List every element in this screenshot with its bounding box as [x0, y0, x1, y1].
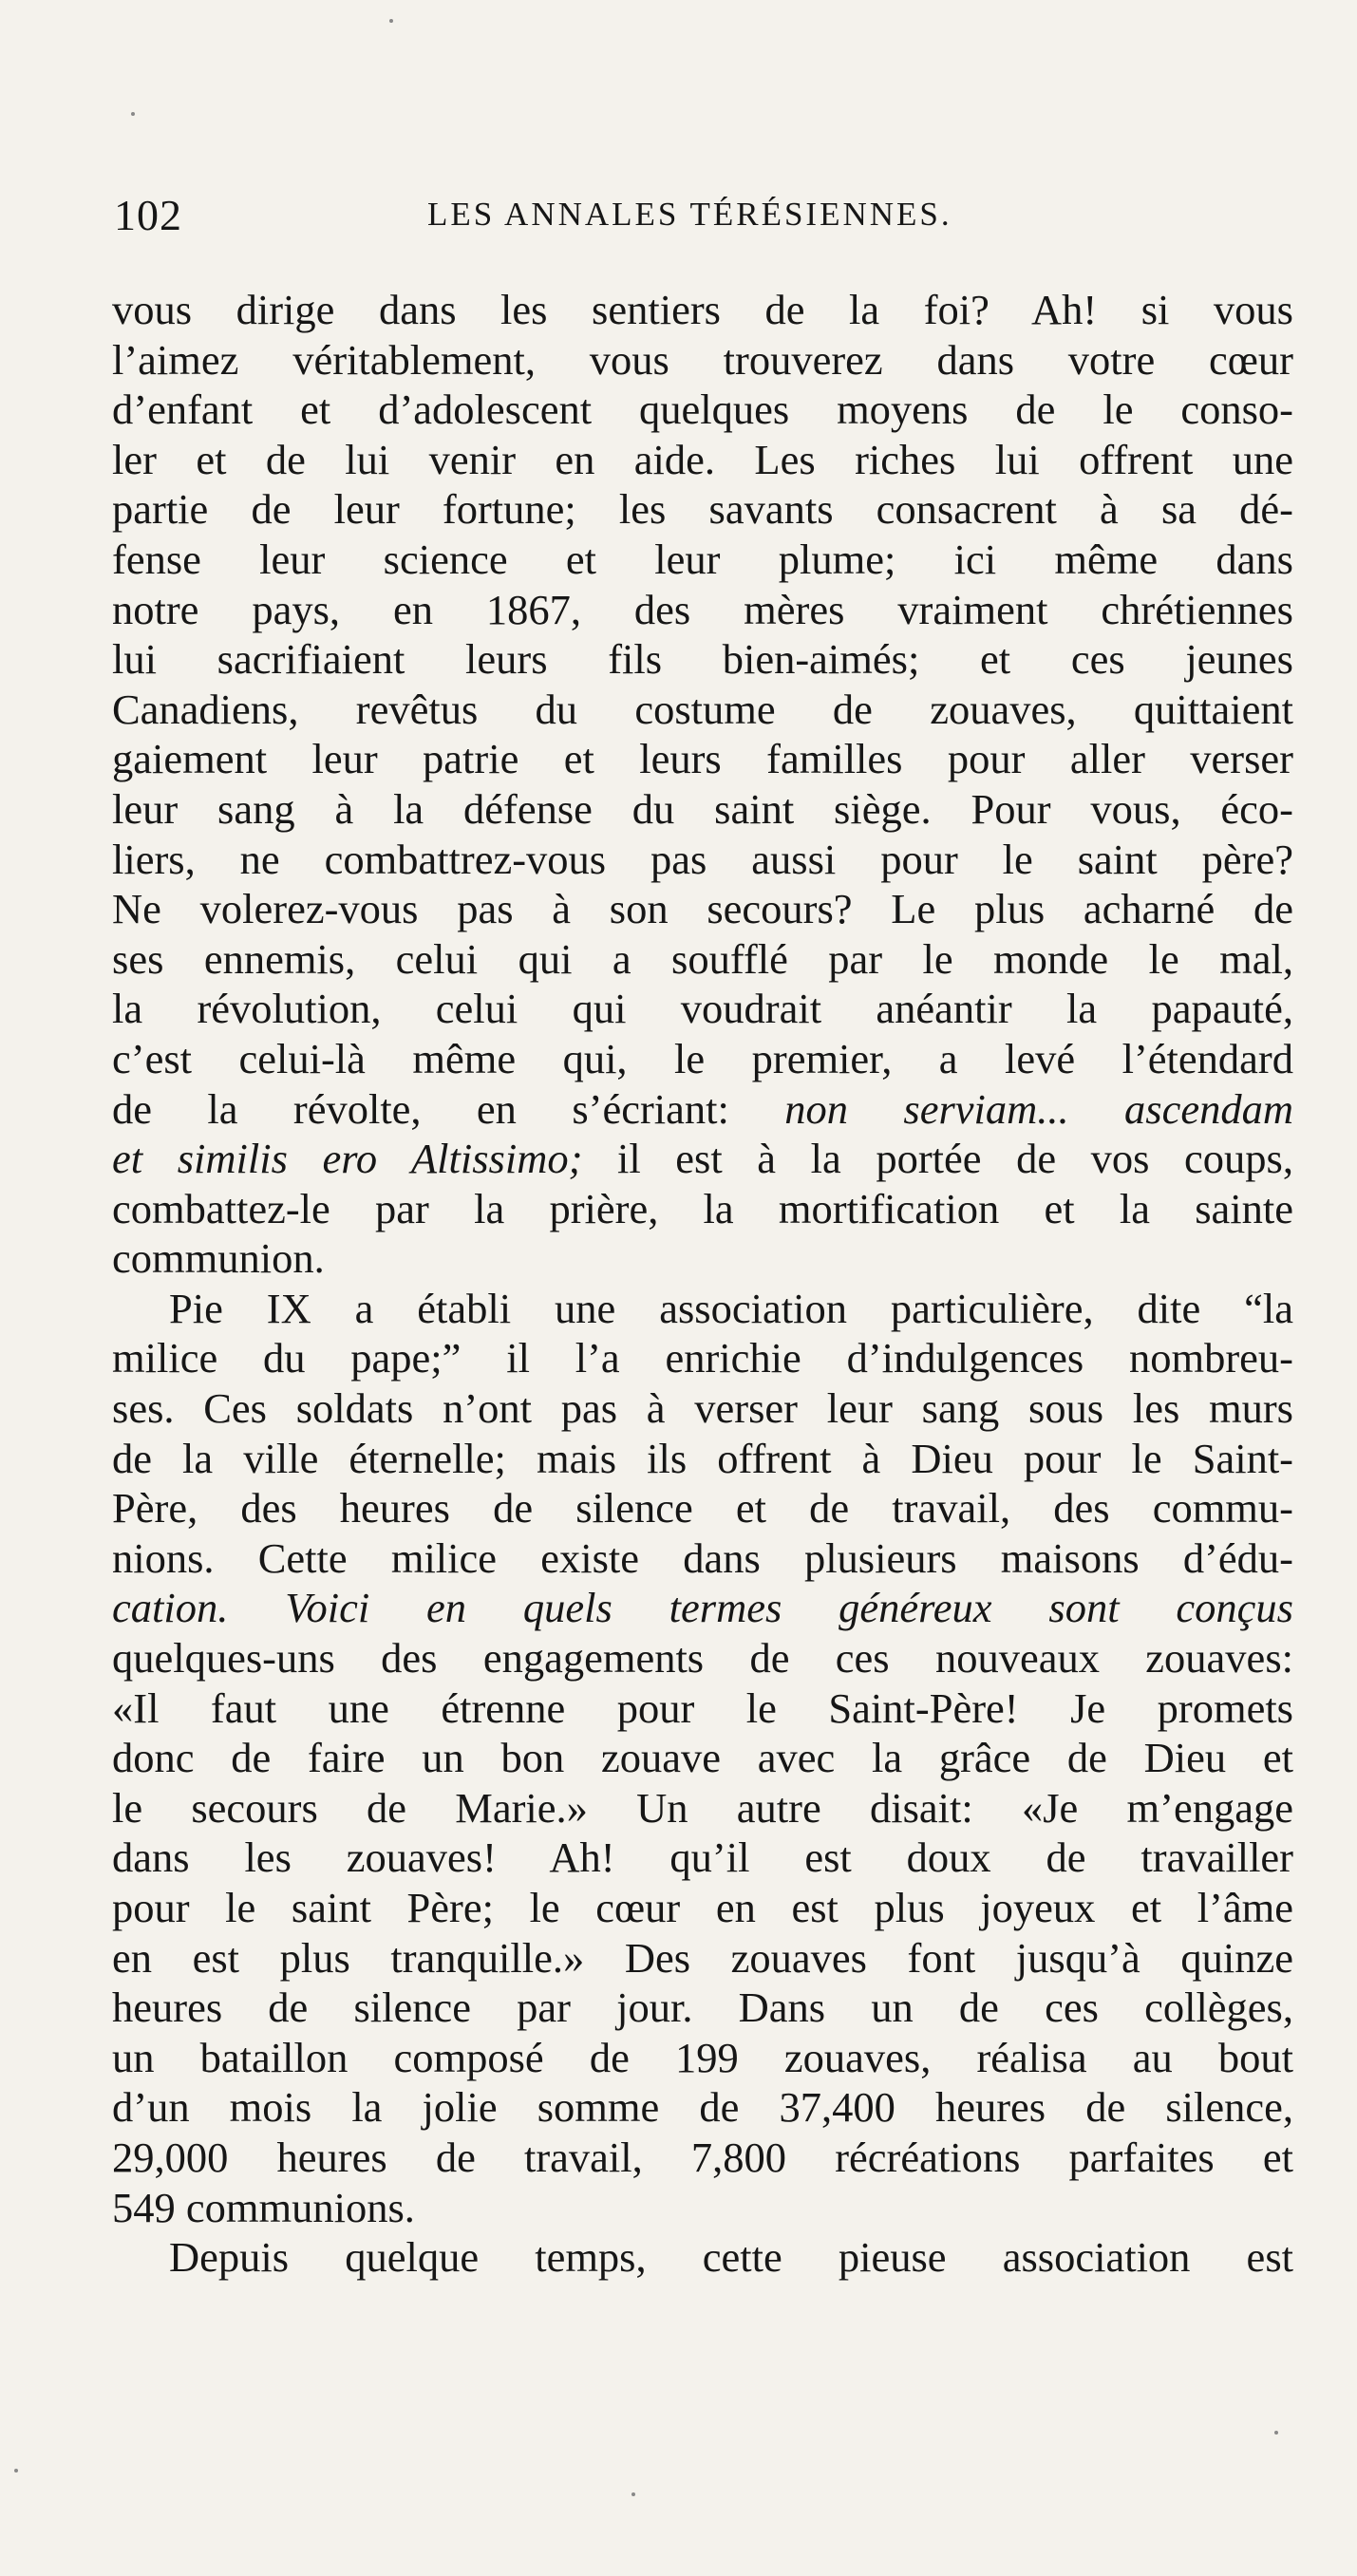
line-text: nions. Cette milice existe dans plusieurs maisons d’édu-: [112, 1533, 1293, 1582]
text-line: [112, 634, 1293, 685]
line-text: liers, ne combattrez-vous pas aussi pour le saint père?: [112, 835, 1293, 883]
text-line: [112, 1983, 1293, 2033]
line-text: combattez-le par la prière, la mortification et la sainte: [112, 1184, 1293, 1232]
line-text: l’aimez véritablement, vous trouverez dans votre cœur: [112, 335, 1293, 384]
line-text: en est plus tranquille.» Des zouaves font jusqu’à quinze: [112, 1933, 1293, 1982]
line-text: vous dirige dans les sentiers de la foi? Ah! si vous: [112, 286, 1293, 333]
text-line: [112, 734, 1293, 784]
line-text: d’enfant et d’adolescent quelques moyens de le conso-: [112, 385, 1293, 434]
line-text: Canadiens, revêtus du costume de zouaves, quittaient: [112, 685, 1293, 733]
italic-text: cation. Voici en quels termes généreux sont conçus: [112, 1584, 1293, 1632]
text-line: [112, 1134, 1293, 1184]
text-line: [112, 1034, 1293, 1084]
line-text: 549 communions.: [112, 2183, 415, 2231]
line-text: d’un mois la jolie somme de 37,400 heures de silence,: [112, 2083, 1293, 2132]
text-line: [112, 1233, 1293, 1284]
text-line: [112, 585, 1293, 635]
line-text: milice du pape;” il l’a enrichie d’indulgences nombreu-: [112, 1334, 1293, 1382]
line-text: de la révolte, en s’écriant:: [112, 1084, 785, 1133]
line-text: un bataillon composé de 199 zouaves, réalisa au bout: [112, 2033, 1293, 2081]
running-title: LES ANNALES TÉRÉSIENNES.: [427, 196, 952, 233]
line-text: il est à la portée de vos coups,: [582, 1135, 1293, 1183]
paper-speck: [389, 19, 393, 23]
text-line: [112, 1284, 1293, 1334]
line-text: lui sacrifiaient leurs fils bien-aimés; et ces jeunes: [112, 635, 1293, 684]
text-line: [112, 685, 1293, 735]
text-line: [112, 484, 1293, 535]
text-line: [112, 1733, 1293, 1783]
line-text: donc de faire un bon zouave avec la grâce de Dieu et: [112, 1734, 1293, 1782]
line-text: «Il faut une étrenne pour le Saint-Père! Je promets: [112, 1683, 1293, 1732]
line-text: la révolution, celui qui voudrait anéantir la papauté,: [112, 985, 1293, 1033]
line-text: gaiement leur patrie et leurs familles pour aller verser: [112, 735, 1293, 783]
italic-text: non serviam... ascendam: [784, 1084, 1293, 1133]
line-text: de la ville éternelle; mais ils offrent à Dieu pour le Saint-: [112, 1434, 1293, 1482]
text-line: [112, 1883, 1293, 1933]
text-line: [112, 1833, 1293, 1883]
text-line: [112, 1633, 1293, 1683]
text-line: [112, 2232, 1293, 2283]
line-text: ler et de lui venir en aide. Les riches lui offrent une: [112, 435, 1293, 483]
text-line: [112, 1084, 1293, 1135]
line-text: leur sang à la défense du saint siège. Pour vous, éco-: [112, 784, 1293, 833]
line-text: pour le saint Père; le cœur en est plus joyeux et l’âme: [112, 1884, 1293, 1931]
page-number: 102: [114, 191, 182, 239]
text-line: [112, 2183, 1293, 2233]
text-line: [112, 335, 1293, 385]
text-line: [112, 2133, 1293, 2183]
italic-text: et similis ero Altissimo;: [112, 1135, 583, 1183]
line-text: heures de silence par jour. Dans un de ces collèges,: [112, 1984, 1293, 2032]
text-line: [112, 285, 1293, 335]
line-text: le secours de Marie.» Un autre disait: «Je m’engage: [112, 1783, 1293, 1832]
line-text: c’est celui-là même qui, le premier, a levé l’étendard: [112, 1034, 1293, 1082]
text-line: [112, 1583, 1293, 1633]
line-text: quelques-uns des engagements de ces nouveaux zouaves:: [112, 1634, 1293, 1683]
text-line: [112, 1184, 1293, 1234]
text-line: [112, 884, 1293, 934]
text-line: [112, 1783, 1293, 1833]
line-text: Père, des heures de silence et de travail, des commu-: [112, 1484, 1293, 1532]
text-line: [112, 385, 1293, 435]
line-text: fense leur science et leur plume; ici même dans: [112, 535, 1293, 583]
text-line: [112, 1333, 1293, 1383]
text-line: [112, 2033, 1293, 2083]
text-line: [112, 1434, 1293, 1484]
paper-speck: [1274, 2431, 1278, 2435]
text-line: [112, 934, 1293, 985]
body-text: [112, 285, 1293, 2283]
text-line: [112, 1483, 1293, 1533]
text-line: [112, 1933, 1293, 1984]
line-text: Depuis quelque temps, cette pieuse association est: [169, 2233, 1293, 2282]
text-line: [112, 835, 1293, 885]
text-line: [112, 984, 1293, 1034]
text-line: [112, 435, 1293, 485]
text-line: [112, 1383, 1293, 1434]
text-line: [112, 1683, 1293, 1734]
text-line: [112, 784, 1293, 835]
running-head: [114, 190, 1291, 247]
line-text: ses. Ces soldats n’ont pas à verser leur sang sous les murs: [112, 1384, 1293, 1433]
line-text: 29,000 heures de travail, 7,800 récréations parfaites et: [112, 2133, 1293, 2181]
text-line: [112, 2082, 1293, 2133]
line-text: notre pays, en 1867, des mères vraiment chrétiennes: [112, 585, 1293, 633]
paper-speck: [631, 2492, 635, 2496]
line-text: dans les zouaves! Ah! qu’il est doux de travailler: [112, 1833, 1293, 1882]
line-text: ses ennemis, celui qui a soufflé par le monde le mal,: [112, 934, 1293, 983]
line-text: communion.: [112, 1234, 325, 1283]
line-text: partie de leur fortune; les savants consacrent à sa dé-: [112, 485, 1293, 534]
text-line: [112, 1533, 1293, 1584]
text-line: [112, 535, 1293, 585]
line-text: Pie IX a établi une association particulière, dite “la: [169, 1284, 1293, 1332]
paper-speck: [14, 2469, 18, 2473]
line-text: Ne volerez-vous pas à son secours? Le plus acharné de: [112, 885, 1293, 933]
paper-speck: [131, 112, 135, 116]
